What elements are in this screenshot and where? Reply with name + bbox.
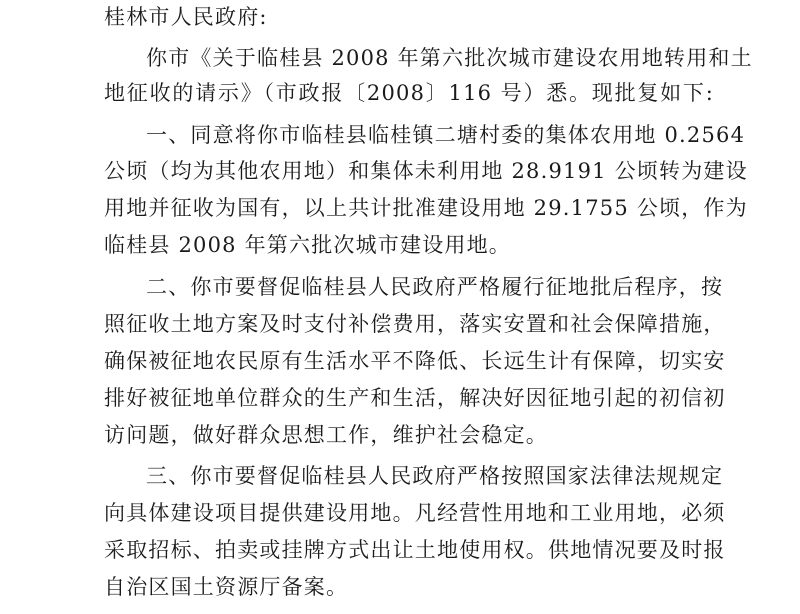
paragraph-item-2-line-1: 二、你市要督促临桂县人民政府严格履行征地批后程序，按 (146, 275, 724, 299)
paragraph-item-1-line-3: 用地并征收为国有，以上共计批准建设用地 29.1755 公顷，作为 (104, 196, 748, 220)
paragraph-item-1-line-2: 公顷（均为其他农用地）和集体未利用地 28.9191 公顷转为建设 (104, 159, 748, 183)
addressee: 桂林市人民政府: (104, 5, 268, 29)
paragraph-item-3-line-2: 向具体建设项目提供建设用地。凡经营性用地和工业用地，必须 (104, 501, 726, 525)
paragraph-item-3-line-1: 三、你市要督促临桂县人民政府严格按照国家法律法规规定 (146, 464, 724, 488)
paragraph-intro-line-1: 你市《关于临桂县 2008 年第六批次城市建设农用地转用和土 (146, 46, 753, 70)
paragraph-intro-line-2: 地征收的请示》（市政报〔2008〕116 号）悉。现批复如下: (104, 81, 714, 105)
paragraph-item-2-line-2: 照征收土地方案及时支付补偿费用，落实安置和社会保障措施， (104, 312, 726, 336)
paragraph-item-1-line-4: 临桂县 2008 年第六批次城市建设用地。 (104, 233, 511, 257)
paragraph-item-3-line-3: 采取招标、拍卖或挂牌方式出让土地使用权。供地情况要及时报 (104, 538, 726, 562)
paragraph-item-3-line-4: 自治区国土资源厅备案。 (104, 575, 349, 599)
paragraph-item-2-line-3: 确保被征地农民原有生活水平不降低、长远生计有保障，切实安 (104, 349, 726, 373)
paragraph-item-1-line-1: 一、同意将你市临桂县临桂镇二塘村委的集体农用地 0.2564 (146, 123, 746, 147)
paragraph-item-2-line-4: 排好被征地单位群众的生产和生活，解决好因征地引起的初信初 (104, 386, 726, 410)
paragraph-item-2-line-5: 访问题，做好群众思想工作，维护社会稳定。 (104, 423, 548, 447)
